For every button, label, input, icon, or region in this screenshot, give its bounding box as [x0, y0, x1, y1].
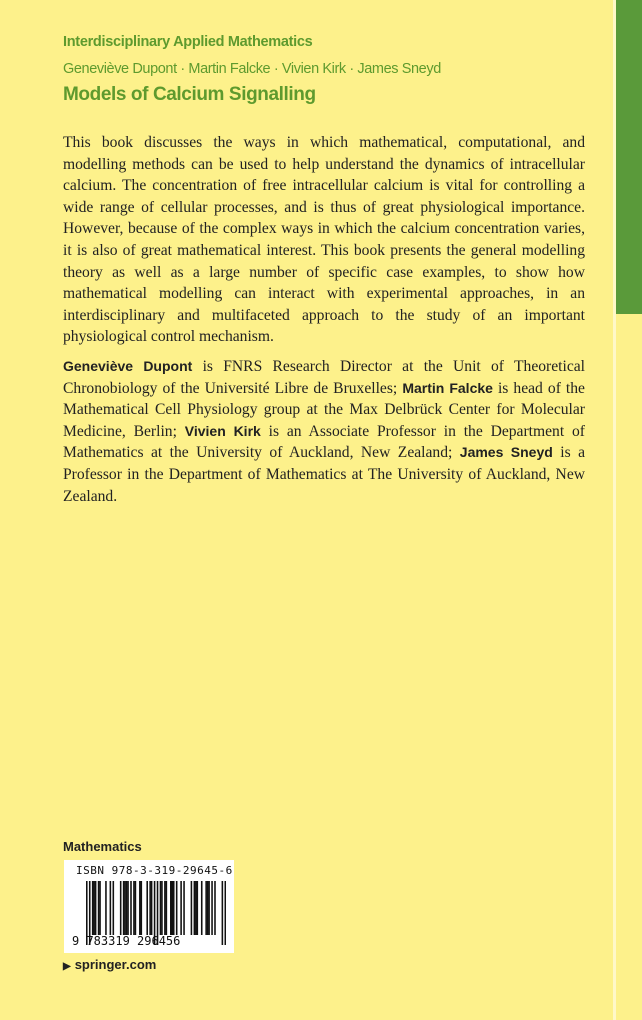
- barcode-bar: [123, 881, 125, 935]
- barcode-bar: [195, 881, 197, 935]
- barcode-bar: [211, 881, 213, 935]
- barcode-bar: [201, 881, 203, 935]
- barcode-bar: [126, 881, 128, 935]
- barcode-bar: [197, 881, 199, 935]
- barcode-bar: [173, 881, 175, 935]
- barcode-bar: [141, 881, 143, 935]
- ean-text: 9 783319 296456: [72, 934, 181, 948]
- barcode-bar: [205, 881, 207, 935]
- barcode-bar: [151, 881, 153, 935]
- barcode-bar: [225, 881, 226, 945]
- barcode-bar: [95, 881, 97, 935]
- barcode-bar: [194, 881, 196, 935]
- description: This book discusses the ways in which mathematical, computational, and modelling methods can be used to help understand the dynamics of intracellular calcium. The concentration of free intracellular calcium is vital for controlling a wide range of cellular processes, and is thus of great physiological importance. However, because of the complex ways in which the calcium concentration varies, it is also of great mathematical interest. This book presents the general modelling theory as well as a large number of specific case examples, to show how mathematical modelling can interact with experimental approaches, in an interdisciplinary and multifaceted approach to the study of an important physiological control mechanism.: [63, 134, 585, 346]
- barcode-bar: [214, 881, 216, 935]
- bio-name: Geneviève Dupont: [63, 357, 193, 374]
- barcode-bar: [208, 881, 210, 935]
- barcode-bar: [99, 881, 101, 935]
- bio-name: James Sneyd: [459, 444, 553, 461]
- barcode-bar: [183, 881, 185, 935]
- book-title: Models of Calcium Signalling: [63, 84, 316, 105]
- barcode-bar: [170, 881, 172, 935]
- arrow-icon: ▶: [63, 961, 71, 972]
- bio-text: is FNRS Research Director at the Unit of Theoretical Chronobiology of the Université Libre de Bruxelles;: [63, 357, 585, 397]
- subject-label: Mathematics: [63, 839, 142, 854]
- barcode-bar: [127, 881, 129, 935]
- barcode-bar: [135, 881, 137, 935]
- barcode-bar: [146, 881, 148, 935]
- barcode-bar: [105, 881, 107, 935]
- barcode-bar: [133, 881, 135, 935]
- barcode-bar: [113, 881, 115, 935]
- bio-text: is a Professor in the Department of Mathematics at The University of Auckland, New Zealand.: [63, 444, 585, 505]
- barcode-bar: [124, 881, 126, 935]
- barcode-bar: [110, 881, 112, 935]
- barcode-bar: [120, 881, 122, 935]
- barcode-bar: [98, 881, 100, 935]
- barcode-bar: [222, 881, 224, 945]
- series-name: Interdisciplinary Applied Mathematics: [63, 34, 313, 50]
- website-label: springer.com: [74, 957, 157, 972]
- barcode: [64, 860, 234, 953]
- barcode-bar: [164, 881, 166, 935]
- barcode-bar: [171, 881, 173, 935]
- bio-name: Martin Falcke: [402, 379, 493, 396]
- barcode-bar: [191, 881, 193, 935]
- barcode-bar: [176, 881, 178, 935]
- author-bios: [63, 356, 585, 507]
- series-color-tab: [616, 0, 642, 314]
- barcode-bar: [130, 881, 132, 935]
- bio-text: is head of the Mathematical Cell Physiology group at the Max Delbrück Center for Molecular Medicine, Berlin;: [63, 379, 585, 440]
- barcode-bar: [139, 881, 141, 935]
- barcode-bar: [207, 881, 209, 935]
- barcode-bar: [92, 881, 94, 935]
- website-link[interactable]: [63, 957, 156, 972]
- bio-name: Vivien Kirk: [184, 422, 261, 439]
- barcode-bar: [160, 881, 162, 935]
- isbn-text: ISBN 978-3-319-29645-6: [76, 864, 233, 877]
- barcode-bar: [149, 881, 151, 935]
- barcode-bar: [93, 881, 95, 935]
- barcode-bar: [180, 881, 182, 935]
- back-cover-text: [63, 132, 585, 515]
- authors: Geneviève Dupont · Martin Falcke · Vivien Kirk · James Sneyd: [63, 61, 441, 77]
- barcode-bar: [161, 881, 163, 935]
- barcode-bar: [166, 881, 168, 935]
- bio-text: is an Associate Professor in the Department of Mathematics at the University of Auckland, New Zealand;: [63, 422, 585, 462]
